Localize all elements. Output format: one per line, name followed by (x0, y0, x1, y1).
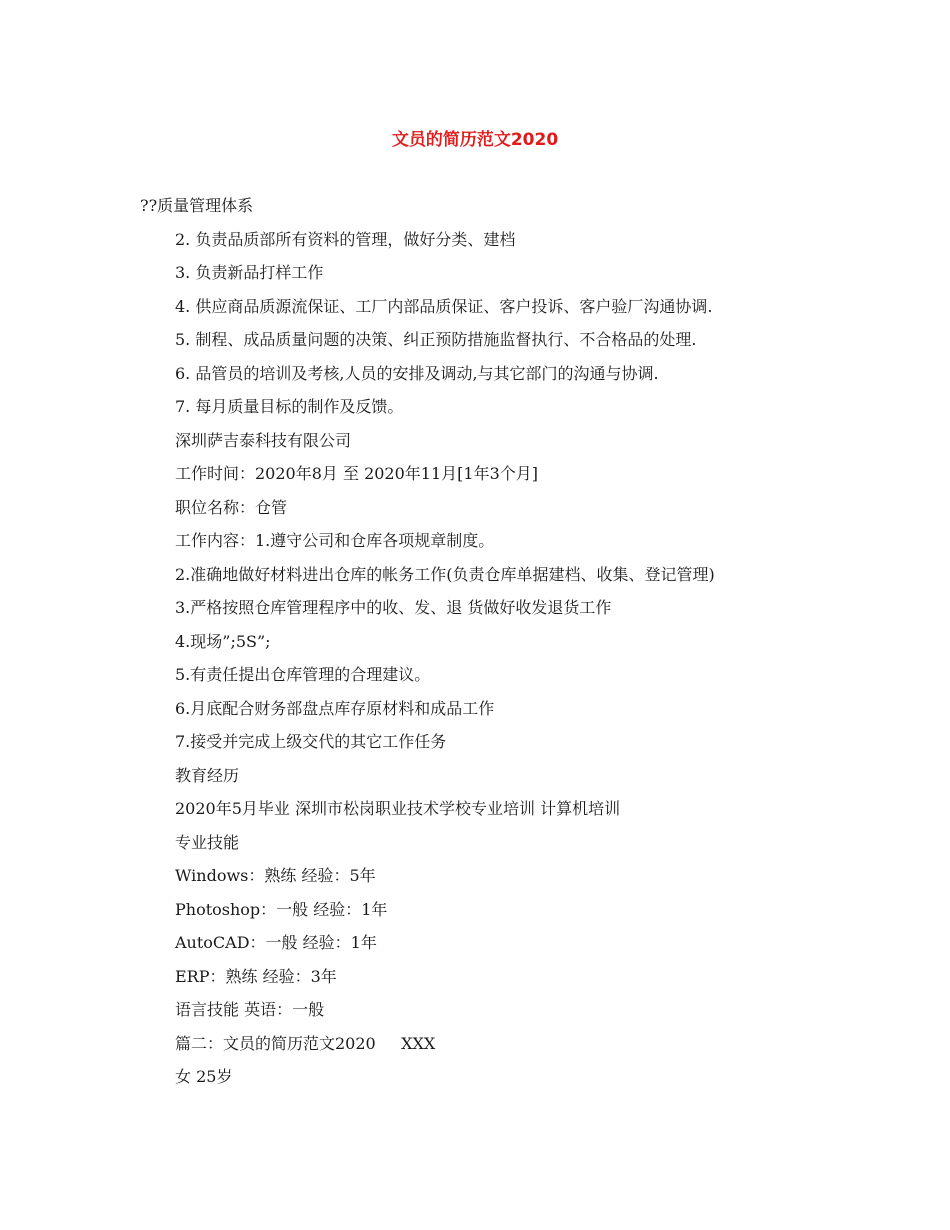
text-line: 7. 每月质量目标的制作及反馈。 (175, 397, 404, 416)
text-line: AutoCAD：一般 经验：1年 (175, 933, 377, 952)
text-line: 3. 负责新品打样工作 (175, 263, 324, 282)
text-line: 工作内容：1.遵守公司和仓库各项规章制度。 (175, 531, 495, 550)
text-line: 7.接受并完成上级交代的其它工作任务 (175, 732, 447, 751)
text-line: 4.现场”;5S”; (175, 631, 271, 651)
document-body (0, 194, 950, 1099)
text-line: ERP：熟练 经验：3年 (175, 966, 337, 986)
text-line: 语言技能 英语：一般 (175, 1000, 325, 1019)
document-title: 文员的简历范文2020 (391, 130, 559, 150)
text-line: 工作时间：2020年8月 至 2020年11月[1年3个月] (175, 464, 538, 483)
text-line: Windows：熟练 经验：5年 (175, 866, 376, 885)
text-line: 6. 品管员的培训及考核,人员的安排及调动,与其它部门的沟通与协调. (175, 363, 659, 383)
section-heading: 教育经历 (175, 765, 240, 785)
text-line: 女 25岁 (175, 1067, 233, 1086)
text-line: 篇二：文员的简历范文2020 XXX (175, 1033, 436, 1053)
text-line: 6.月底配合财务部盘点库存原材料和成品工作 (175, 698, 495, 718)
text-line: 5.有责任提出仓库管理的合理建议。 (175, 665, 431, 684)
text-line: 3.严格按照仓库管理程序中的收、发、退 货做好收发退货工作 (175, 598, 612, 617)
text-line: 职位名称：仓管 (175, 497, 288, 517)
text-line: 2.准确地做好材料进出仓库的帐务工作(负责仓库单据建档、收集、登记管理) (175, 564, 715, 584)
text-line: 深圳萨吉泰科技有限公司 (175, 430, 352, 450)
text-line: 2. 负责品质部所有资料的管理，做好分类、建档 (175, 229, 516, 249)
text-line: ??质量管理体系 (140, 196, 254, 215)
text-line: 2020年5月毕业 深圳市松岗职业技术学校专业培训 计算机培训 (175, 799, 621, 818)
section-heading: 专业技能 (175, 832, 240, 852)
text-line: 5. 制程、成品质量问题的决策、纠正预防措施监督执行、不合格品的处理. (175, 330, 697, 349)
text-line: 4. 供应商品质源流保证、工厂内部品质保证、客户投诉、客户验厂沟通协调. (175, 296, 713, 316)
text-line: Photoshop：一般 经验：1年 (175, 899, 388, 919)
